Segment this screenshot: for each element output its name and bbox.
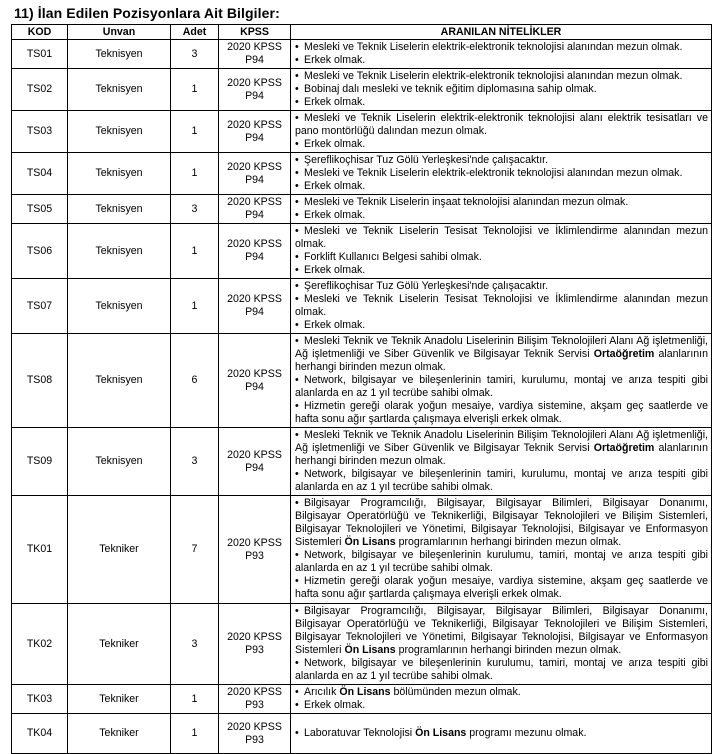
bullet-icon: • <box>295 400 299 412</box>
kpss-cell <box>219 153 291 195</box>
requirements-cell <box>291 279 712 334</box>
kpss-score-type: P94 <box>245 380 264 393</box>
kpss-cell <box>219 279 291 334</box>
bullet-icon: • <box>295 335 299 347</box>
kod-cell: TS01 <box>12 40 68 69</box>
kpss-score-type: P94 <box>245 131 264 144</box>
kpss-cell <box>219 334 291 428</box>
table-row <box>12 195 712 224</box>
requirement-text: Mesleki ve Teknik Liselerin elektrik-elektronik teknolojisi alanı elektrik tesisatları ve pano montörlüğü dalından mezun olmak. <box>295 112 708 137</box>
bullet-icon: • <box>295 468 299 480</box>
kpss-year: 2020 KPSS <box>227 118 282 131</box>
requirements-cell <box>291 604 712 685</box>
positions-table <box>11 24 712 754</box>
requirement-item <box>295 293 708 319</box>
requirement-item <box>295 96 708 109</box>
requirement-emphasis: Ön Lisans <box>339 686 391 698</box>
table-row <box>12 714 712 754</box>
kpss-year: 2020 KPSS <box>227 293 282 305</box>
requirement-text: Network, bilgisayar ve bileşenlerinin kurulumu, tamiri, montaj ve arıza tespiti gibi alanlarda en az 1 yıl tecrübe sahibi olmak. <box>295 657 708 682</box>
requirement-item <box>295 686 708 699</box>
bullet-icon: • <box>295 686 299 698</box>
requirement-item <box>295 727 708 740</box>
requirement-item <box>295 180 708 193</box>
kpss-year: 2020 KPSS <box>227 631 282 643</box>
table-row <box>12 428 712 496</box>
requirement-item <box>295 54 708 67</box>
kpss-cell <box>219 428 291 496</box>
table-row <box>12 604 712 685</box>
kpss-score-type: P93 <box>245 699 264 711</box>
kpss-year: 2020 KPSS <box>227 41 282 53</box>
kpss-cell <box>219 496 291 604</box>
unvan-cell: Tekniker <box>68 496 171 604</box>
kpss-score-type: P94 <box>245 209 264 221</box>
requirement-text: Mesleki Teknik ve Teknik Anadolu Liselerinin Bilişim Teknolojileri Alanı Ağ işletmenliği, Ağ işletmenliği ve Siber Güvenlik ve Bilgisayar Teknik Servisi <box>295 429 708 454</box>
kpss-year: 2020 KPSS <box>227 686 282 698</box>
requirement-item <box>295 319 708 332</box>
requirement-text: Network, bilgisayar ve bileşenlerinin kurulumu, tamiri, montaj ve arıza tespiti gibi alanlarda en az 1 yıl tecrübe sahibi olmak. <box>295 549 708 574</box>
requirement-item <box>295 70 708 83</box>
requirement-item <box>295 497 708 549</box>
kpss-score-type: P94 <box>245 306 264 318</box>
requirement-item <box>295 83 708 96</box>
unvan-cell: Tekniker <box>68 714 171 754</box>
unvan-cell: Teknisyen <box>68 428 171 496</box>
requirement-text: Erkek olmak. <box>304 180 366 192</box>
requirement-item <box>295 335 708 374</box>
header-kpss: KPSS <box>219 25 291 40</box>
requirement-text: Laboratuvar Teknolojisi <box>304 727 416 739</box>
requirements-cell <box>291 224 712 279</box>
kpss-year: 2020 KPSS <box>227 76 282 89</box>
header-kod: KOD <box>12 25 68 40</box>
requirement-item <box>295 264 708 277</box>
bullet-icon: • <box>295 138 299 150</box>
requirement-emphasis: Ön Lisans <box>344 536 396 548</box>
requirement-item <box>295 167 708 180</box>
header-adet: Adet <box>171 25 219 40</box>
requirement-text: Mesleki ve Teknik Liselerin Tesisat Teknolojisi ve İklimlendirme alanından mezun olmak. <box>295 225 708 250</box>
kpss-year: 2020 KPSS <box>227 448 282 461</box>
adet-cell: 3 <box>171 604 219 685</box>
kod-cell: TS07 <box>12 279 68 334</box>
kod-cell: TS02 <box>12 69 68 111</box>
kpss-score-type: P94 <box>245 251 264 263</box>
bullet-icon: • <box>295 167 299 179</box>
kpss-cell <box>219 714 291 754</box>
requirements-cell <box>291 153 712 195</box>
kod-cell: TS04 <box>12 153 68 195</box>
requirement-item <box>295 280 708 293</box>
requirement-text: Erkek olmak. <box>304 138 366 150</box>
requirement-item <box>295 196 708 209</box>
requirement-item <box>295 112 708 138</box>
requirements-cell <box>291 69 712 111</box>
unvan-cell: Teknisyen <box>68 69 171 111</box>
requirement-emphasis: Ön Lisans <box>415 727 467 739</box>
kpss-score-type: P94 <box>245 461 264 474</box>
requirement-text: Erkek olmak. <box>304 699 366 711</box>
kpss-year: 2020 KPSS <box>227 196 282 208</box>
requirements-cell <box>291 40 712 69</box>
kpss-year: 2020 KPSS <box>227 238 282 250</box>
kod-cell: TS03 <box>12 111 68 153</box>
kpss-cell <box>219 685 291 714</box>
requirement-item <box>295 225 708 251</box>
requirement-text: Erkek olmak. <box>304 264 366 276</box>
unvan-cell: Teknisyen <box>68 224 171 279</box>
bullet-icon: • <box>295 180 299 192</box>
kpss-score-type: P94 <box>245 54 264 66</box>
requirement-text: Şereflikoçhisar Tuz Gölü Yerleşkesi'nde çalışacaktır. <box>304 280 549 292</box>
kpss-cell <box>219 604 291 685</box>
requirement-text: bölümünden mezun olmak. <box>390 686 521 698</box>
requirement-item <box>295 138 708 151</box>
unvan-cell: Teknisyen <box>68 40 171 69</box>
adet-cell: 1 <box>171 69 219 111</box>
adet-cell: 3 <box>171 428 219 496</box>
adet-cell: 1 <box>171 685 219 714</box>
unvan-cell: Teknisyen <box>68 153 171 195</box>
adet-cell: 1 <box>171 111 219 153</box>
table-row <box>12 153 712 195</box>
requirement-text: Şereflikoçhisar Tuz Gölü Yerleşkesi'nde çalışacaktır. <box>304 154 549 166</box>
table-row <box>12 111 712 153</box>
requirement-text: Erkek olmak. <box>304 319 366 331</box>
requirement-text: Arıcılık <box>304 686 340 698</box>
requirements-cell <box>291 111 712 153</box>
kpss-score-type: P94 <box>245 173 264 186</box>
requirement-item <box>295 209 708 222</box>
kpss-score-type: P93 <box>245 733 264 746</box>
table-row <box>12 40 712 69</box>
bullet-icon: • <box>295 280 299 292</box>
header-unvan: Unvan <box>68 25 171 40</box>
kpss-score-type: P93 <box>245 644 264 656</box>
requirement-text: Bobinaj dalı mesleki ve teknik eğitim diplomasına sahip olmak. <box>304 83 597 95</box>
kod-cell: TS09 <box>12 428 68 496</box>
table-row <box>12 224 712 279</box>
table-row <box>12 279 712 334</box>
requirement-item <box>295 699 708 712</box>
bullet-icon: • <box>295 251 299 263</box>
unvan-cell: Teknisyen <box>68 279 171 334</box>
kod-cell: TS06 <box>12 224 68 279</box>
requirement-text: Network, bilgisayar ve bileşenlerinin tamiri, kurulumu, montaj ve arıza tespiti gibi alanlarda en az 1 yıl tecrübe sahibi olmak. <box>295 374 708 399</box>
adet-cell: 1 <box>171 714 219 754</box>
kpss-cell <box>219 40 291 69</box>
bullet-icon: • <box>295 196 299 208</box>
table-row <box>12 69 712 111</box>
bullet-icon: • <box>295 497 299 509</box>
bullet-icon: • <box>295 699 299 711</box>
requirement-item <box>295 374 708 400</box>
unvan-cell: Tekniker <box>68 604 171 685</box>
adet-cell: 6 <box>171 334 219 428</box>
kpss-cell <box>219 224 291 279</box>
requirement-text: programlarının herhangi birinden mezun olmak. <box>395 644 622 656</box>
requirement-item <box>295 605 708 657</box>
requirement-emphasis: Ortaöğretim <box>593 442 655 454</box>
bullet-icon: • <box>295 83 299 95</box>
requirement-text: alanlarının herhangi birinden mezun olmak. <box>295 442 708 467</box>
requirements-cell <box>291 334 712 428</box>
requirement-text: Mesleki ve Teknik Liselerin inşaat teknolojisi alanından mezun olmak. <box>304 196 629 208</box>
adet-cell: 1 <box>171 279 219 334</box>
requirements-cell <box>291 195 712 224</box>
requirements-cell <box>291 496 712 604</box>
adet-cell: 7 <box>171 496 219 604</box>
requirements-cell <box>291 714 712 754</box>
table-row <box>12 685 712 714</box>
kpss-year: 2020 KPSS <box>227 536 282 549</box>
requirement-text: Forklift Kullanıcı Belgesi sahibi olmak. <box>304 251 482 263</box>
kpss-score-type: P94 <box>245 89 264 102</box>
kod-cell: TK04 <box>12 714 68 754</box>
bullet-icon: • <box>295 429 299 441</box>
unvan-cell: Teknisyen <box>68 195 171 224</box>
kpss-cell <box>219 195 291 224</box>
table-row <box>12 496 712 604</box>
requirement-text: Bilgisayar Programcılığı, Bilgisayar, Bilgisayar Bilimleri, Bilgisayar Donanımı, Bilgisayar Operatörlüğü ve Teknikerliği, Bilgisayar Teknolojileri ve Bilişim Sistemleri, Bilgisayar Teknolojileri ve Yönetimi, Bilgisayar Teknolojisi, Bilgisayar ve Enformasyon Sistemleri <box>295 605 708 656</box>
requirement-text: Bilgisayar Programcılığı, Bilgisayar, Bilgisayar Bilimleri, Bilgisayar Donanımı, Bilgisayar Operatörlüğü ve Teknikerliği, Bilgisayar Teknolojileri ve Bilişim Sistemleri, Bilgisayar Teknolojileri ve Yönetimi, Bilgisayar Teknolojisi, Bilgisayar ve Enformasyon Sistemleri <box>295 497 708 548</box>
adet-cell: 3 <box>171 195 219 224</box>
unvan-cell: Tekniker <box>68 685 171 714</box>
requirement-text: Erkek olmak. <box>304 96 366 108</box>
kpss-year: 2020 KPSS <box>227 720 282 733</box>
kod-cell: TS05 <box>12 195 68 224</box>
bullet-icon: • <box>295 657 299 669</box>
bullet-icon: • <box>295 225 299 237</box>
adet-cell: 1 <box>171 224 219 279</box>
bullet-icon: • <box>295 41 299 53</box>
requirements-cell <box>291 428 712 496</box>
requirement-text: Network, bilgisayar ve bileşenlerinin tamiri, kurulumu, montaj ve arıza tespiti gibi alanlarda en az 1 yıl tecrübe sahibi olmak. <box>295 468 708 493</box>
requirement-text: Hizmetin gereği olarak yoğun mesaiye, vardiya sistemine, akşam geç saatlerde ve hafta sonu ağır şartlarda çalışmaya elverişli erkek olmak. <box>295 400 708 425</box>
bullet-icon: • <box>295 575 299 587</box>
unvan-cell: Teknisyen <box>68 334 171 428</box>
bullet-icon: • <box>295 209 299 221</box>
table-header-row <box>12 25 712 40</box>
bullet-icon: • <box>295 549 299 561</box>
section-title: 11) İlan Edilen Pozisyonlara Ait Bilgiler: <box>14 5 280 21</box>
bullet-icon: • <box>295 319 299 331</box>
kpss-score-type: P93 <box>245 549 264 562</box>
adet-cell: 1 <box>171 153 219 195</box>
kod-cell: TK01 <box>12 496 68 604</box>
requirement-text: Mesleki ve Teknik Liselerin elektrik-elektronik teknolojisi alanından mezun olmak. <box>304 167 683 179</box>
kod-cell: TK02 <box>12 604 68 685</box>
requirement-item <box>295 657 708 683</box>
requirement-text: programlarının herhangi birinden mezun olmak. <box>395 536 622 548</box>
kpss-year: 2020 KPSS <box>227 367 282 380</box>
requirement-emphasis: Ön Lisans <box>344 644 396 656</box>
requirement-text: Mesleki ve Teknik Liselerin elektrik-elektronik teknolojisi alanından mezun olmak. <box>304 41 683 53</box>
bullet-icon: • <box>295 605 299 617</box>
bullet-icon: • <box>295 154 299 166</box>
requirement-item <box>295 468 708 494</box>
bullet-icon: • <box>295 374 299 386</box>
requirements-cell <box>291 685 712 714</box>
requirement-text: Mesleki ve Teknik Liselerin elektrik-elektronik teknolojisi alanından mezun olmak. <box>304 70 683 82</box>
requirement-item <box>295 429 708 468</box>
bullet-icon: • <box>295 70 299 82</box>
requirement-text: alanlarının herhangi birinden mezun olmak. <box>295 348 708 373</box>
kod-cell: TK03 <box>12 685 68 714</box>
requirement-text: programı mezunu olmak. <box>466 727 587 739</box>
kpss-cell <box>219 111 291 153</box>
bullet-icon: • <box>295 112 299 124</box>
requirement-text: Mesleki Teknik ve Teknik Anadolu Liselerinin Bilişim Teknolojileri Alanı Ağ işletmenliği, Ağ işletmenliği ve Siber Güvenlik ve Bilgisayar Teknik Servisi <box>295 335 708 360</box>
requirement-emphasis: Ortaöğretim <box>593 348 655 360</box>
requirement-item <box>295 400 708 426</box>
requirement-item <box>295 154 708 167</box>
requirement-item <box>295 575 708 601</box>
header-nitelikler: ARANILAN NİTELİKLER <box>291 25 712 40</box>
requirement-text: Hizmetin gereği olarak yoğun mesaiye, vardiya sistemine, akşam geç saatlerde ve hafta sonu ağır şartlarda çalışmaya elverişli erkek olmak. <box>295 575 708 600</box>
bullet-icon: • <box>295 54 299 66</box>
kod-cell: TS08 <box>12 334 68 428</box>
requirement-text: Mesleki ve Teknik Liselerin Tesisat Teknolojisi ve İklimlendirme alanından mezun olmak. <box>295 293 708 318</box>
requirement-item <box>295 549 708 575</box>
unvan-cell: Teknisyen <box>68 111 171 153</box>
table-row <box>12 334 712 428</box>
adet-cell: 3 <box>171 40 219 69</box>
bullet-icon: • <box>295 293 299 305</box>
kpss-cell <box>219 69 291 111</box>
requirement-item <box>295 251 708 264</box>
requirement-text: Erkek olmak. <box>304 209 366 221</box>
kpss-year: 2020 KPSS <box>227 160 282 173</box>
bullet-icon: • <box>295 727 299 739</box>
bullet-icon: • <box>295 96 299 108</box>
requirement-text: Erkek olmak. <box>304 54 366 66</box>
requirement-item <box>295 41 708 54</box>
bullet-icon: • <box>295 264 299 276</box>
